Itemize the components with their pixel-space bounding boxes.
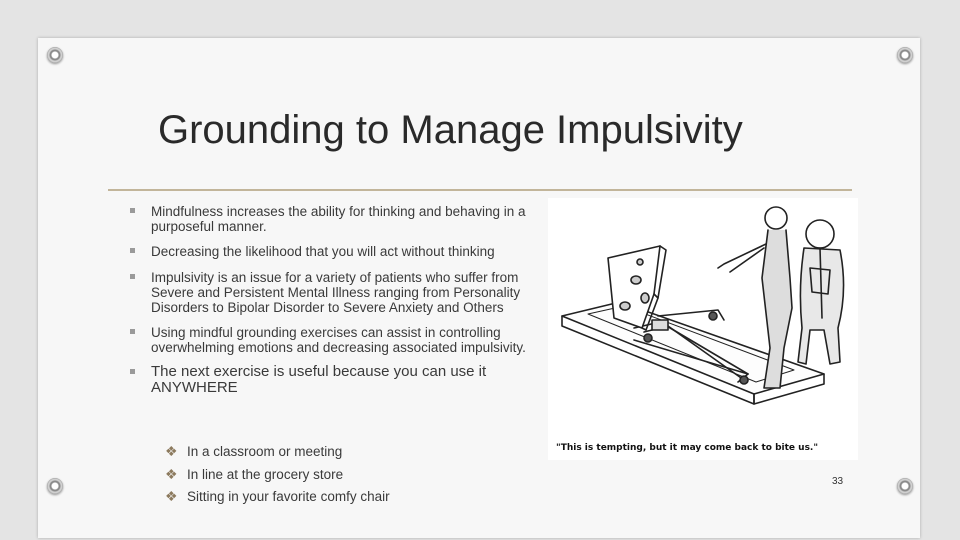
- bullet-item: Using mindful grounding exercises can assist in controlling overwhelming emotions and decreasing associated impulsivity.: [130, 325, 530, 355]
- diamond-bullet-icon: ❖: [165, 466, 178, 482]
- square-bullet-icon: [130, 274, 135, 279]
- square-bullet-icon: [130, 329, 135, 334]
- bullet-item: Decreasing the likelihood that you will act without thinking: [130, 244, 530, 259]
- square-bullet-icon: [130, 369, 135, 374]
- square-bullet-icon: [130, 208, 135, 213]
- pushpin-icon: [47, 478, 63, 494]
- diamond-bullet-icon: ❖: [165, 443, 178, 459]
- cartoon-caption: "This is tempting, but it may come back to bite us.": [556, 443, 819, 453]
- bullet-item: Mindfulness increases the ability for thinking and behaving in a purposeful manner.: [130, 204, 530, 234]
- mousetrap-cartoon: [548, 198, 858, 460]
- page-number: 33: [832, 476, 844, 487]
- pushpin-icon: [897, 47, 913, 63]
- mousetrap-cartoon-drawing: [548, 198, 858, 460]
- pushpin-icon: [47, 47, 63, 63]
- square-bullet-icon: [130, 248, 135, 253]
- bullet-item: The next exercise is useful because you can use it ANYWHERE: [130, 364, 530, 396]
- diamond-bullet-icon: ❖: [165, 488, 178, 504]
- pushpin-icon: [897, 478, 913, 494]
- bullet-list: [130, 204, 530, 396]
- title-divider: [108, 189, 852, 191]
- bullet-item: Impulsivity is an issue for a variety of patients who suffer from Severe and Persistent Mental Illness ranging from Personality Disorders to Bipolar Disorder to Severe Anxiety and Others: [130, 270, 530, 315]
- slide-title: Grounding to Manage Impulsivity: [158, 108, 743, 152]
